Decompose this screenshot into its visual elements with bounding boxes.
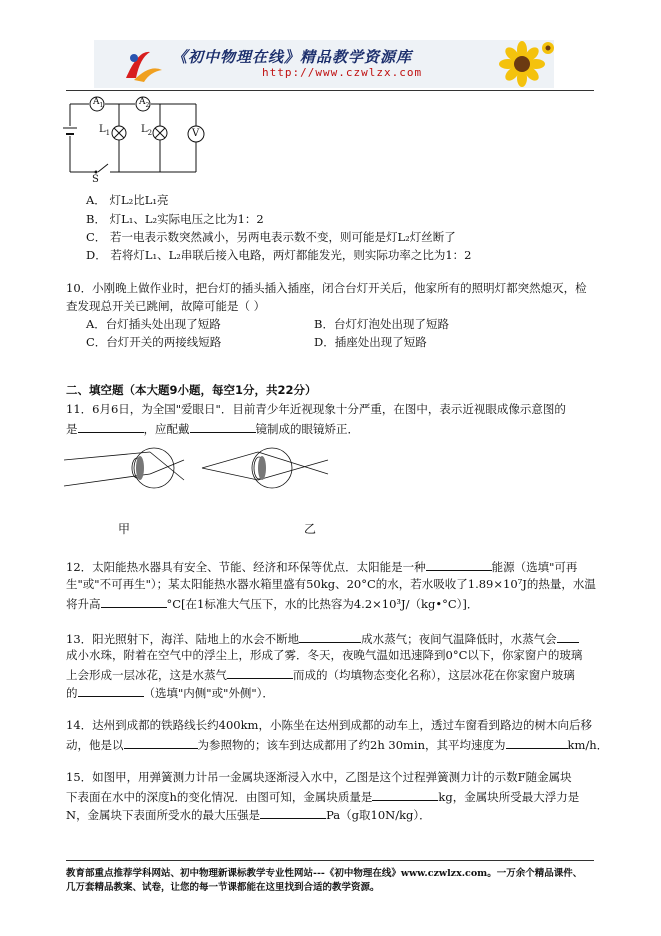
q13-stem-line3: 上会形成一层冰花，这是水蒸气 而成的（均填物态变化名称），这层冰花在你家窗户玻璃 — [66, 668, 575, 682]
q12-stem-line2: 生"或"不可再生"）；某太阳能热水器水箱里盛有50kg、20°C的水，若水吸收了1.89×10⁷J的热量，水温 — [66, 577, 596, 591]
footer-rule — [66, 860, 594, 861]
figure-label-right: 乙 — [304, 522, 317, 536]
footer-line2: 几万套精品教案、试卷，让您的每一节课都能在这里找到合适的教学资源。 — [66, 882, 380, 893]
lamp-l2-label: $L_2$ — [141, 124, 153, 137]
blank-q11-1[interactable] — [78, 420, 144, 433]
q15-stem-line3: N，金属块下表面所受水的最大压强是 Pa（g取10N/kg）． — [66, 808, 431, 822]
blank-q12-1[interactable] — [426, 558, 492, 571]
logo-icon — [120, 44, 164, 84]
q15-stem-line1: 15．如图甲，用弹簧测力计吊一金属块逐渐浸入水中，乙图是这个过程弹簧测力计的示数F随金属块 — [66, 770, 572, 784]
footer-line1: 教育部重点推荐学科网站、初中物理新课标教学专业性网站---《初中物理在线》www.czwlzx.com。一万余个精品课件、 — [66, 868, 583, 879]
header-title: 《初中物理在线》精品教学资源库 — [172, 48, 413, 66]
circuit-wires — [62, 94, 212, 186]
q9-option-c: C． 若一电表示数突然减小，另两电表示数不变，则可能是灯L₂灯丝断了 — [86, 230, 456, 244]
q9-option-d: D． 若将灯L₁、L₂串联后接入电路，两灯都能发光，则实际功率之比为1：2 — [86, 248, 472, 262]
q11-stem-line2: 是 ，应配戴 镜制成的眼镜矫正． — [66, 422, 359, 436]
q10-option-b: B．台灯灯泡处出现了短路 — [314, 317, 449, 331]
voltmeter-label: V — [192, 128, 200, 139]
switch-label: S — [92, 174, 99, 185]
q14-stem-line2: 动，他是以 为参照物的；该车到达成都用了约2h 30min，其平均速度为 km/h． — [66, 738, 609, 752]
header-url: http://www.czwlzx.com — [262, 66, 423, 79]
q10-option-a: A．台灯插头处出现了短路 — [86, 317, 221, 331]
q9-option-b: B． 灯L₁、L₂实际电压之比为1：2 — [86, 212, 264, 226]
q11-stem-line1: 11．6月6日，为全国"爱眼日"．目前青少年近视现象十分严重，在图中，表示近视眼成像示意图的 — [66, 402, 566, 416]
q10-stem-line1: 10．小刚晚上做作业时，把台灯的插头插入插座，闭合台灯开关后，他家所有的照明灯都突然熄灭，检 — [66, 281, 587, 295]
eye-diagrams — [62, 438, 342, 538]
blank-q12-2[interactable] — [101, 595, 167, 608]
circuit-diagram — [62, 94, 212, 186]
figure-label-left: 甲 — [118, 522, 131, 536]
q12-stem-line3: 将升高 °C[在1标准大气压下，水的比热容为4.2×10³J/（kg•°C）]． — [66, 597, 479, 611]
q13-stem-line2: 成小水珠，附着在空气中的浮尘上，形成了雾．冬天，夜晚气温如迅速降到0°C以下，你家窗户的玻璃 — [66, 648, 583, 662]
sunflower-icon — [492, 40, 554, 88]
lamp-l1-label: $L_1$ — [99, 124, 111, 137]
ammeter-a2-label: $A_2$ — [139, 97, 150, 109]
q9-option-a: A． 灯L₂比L₁亮 — [86, 193, 169, 207]
blank-q15-2[interactable] — [260, 806, 326, 819]
blank-q13-2[interactable] — [557, 630, 579, 643]
q10-option-c: C．台灯开关的两接线短路 — [86, 335, 222, 349]
blank-q13-1[interactable] — [299, 630, 361, 643]
blank-q15-1[interactable] — [372, 788, 438, 801]
q12-stem-line1: 12．太阳能热水器具有安全、节能、经济和环保等优点．太阳能是一种 能源（选填"可再 — [66, 560, 578, 574]
ammeter-a1-label: $A_1$ — [93, 97, 104, 109]
header-banner — [94, 40, 554, 88]
blank-q14-2[interactable] — [506, 736, 568, 749]
q14-stem-line1: 14．达州到成都的铁路线长约400km，小陈坐在达州到成都的动车上，透过车窗看到路边的树木向后移 — [66, 718, 592, 732]
q10-option-d: D．插座处出现了短路 — [314, 335, 427, 349]
q10-stem-line2: 查发现总开关已跳闸，故障可能是（ ） — [66, 299, 266, 313]
q13-stem-line1: 13．阳光照射下，海洋、陆地上的水会不断地 成水蒸气；夜间气温降低时，水蒸气会 — [66, 630, 579, 647]
blank-q13-4[interactable] — [78, 684, 144, 697]
q15-stem-line2: 下表面在水中的深度h的变化情况．由图可知，金属块质量是 kg，金属块所受最大浮力是 — [66, 790, 580, 804]
section-title: 二、填空题（本大题9小题，每空1分，共22分） — [66, 383, 317, 397]
q13-stem-line4: 的 （选填"内侧"或"外侧"）． — [66, 686, 274, 700]
header-rule — [66, 90, 594, 91]
eye-diagrams-figure — [62, 438, 342, 538]
blank-q14-1[interactable] — [124, 736, 198, 749]
blank-q13-3[interactable] — [227, 666, 293, 679]
blank-q11-2[interactable] — [190, 420, 256, 433]
